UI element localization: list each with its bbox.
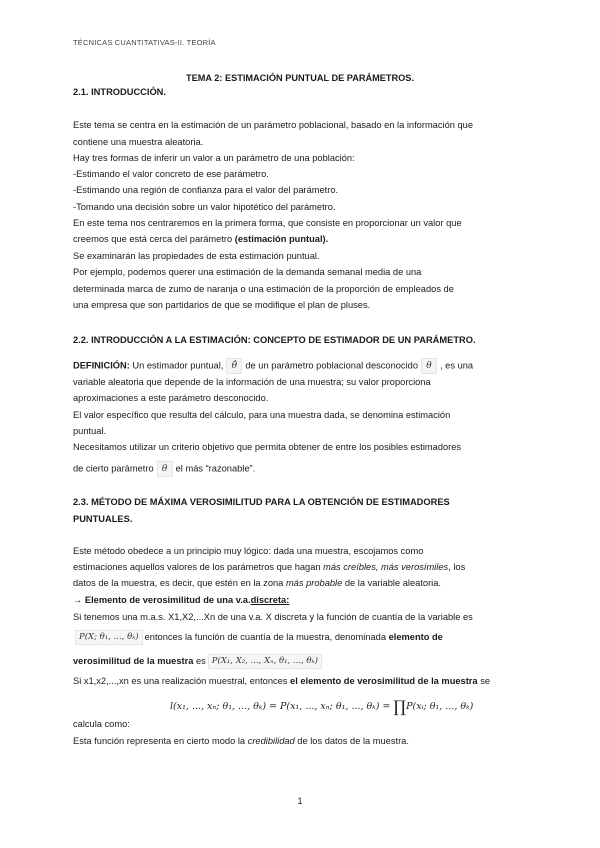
theta-hat-symbol: θ̂ (226, 358, 242, 374)
definition-line (73, 358, 473, 374)
bold-term: Elemento de verosimilitud de una v.a. (84, 595, 251, 605)
paragraph-line: determinada marca de zumo de naranja o una estimación de la proporción de empleados de (73, 284, 454, 294)
section-heading-2-2: 2.2. INTRODUCCIÓN A LA ESTIMACIÓN: CONCEPTO DE ESTIMADOR DE UN PARÁMETRO. (73, 335, 476, 345)
paragraph-line: Hay tres formas de inferir un valor a un parámetro de una población: (73, 153, 355, 163)
text-span: , es una (440, 360, 474, 371)
text-span: de cierto parámetro (73, 463, 154, 474)
likelihood-formula (170, 697, 473, 716)
paragraph-line (73, 577, 441, 590)
italic-term: más creíbles, más verosímiles (323, 562, 449, 572)
bold-term: elemento de (388, 631, 443, 642)
paragraph-line: El valor específico que resulta del cálculo, para una muestra dada, se denomina estimación (73, 410, 451, 420)
paragraph-line: Necesitamos utilizar un criterio objetivo que permita obtener de entre los posibles estimadores (73, 442, 462, 452)
paragraph-line (73, 461, 255, 477)
text-span: creemos que está cerca del parámetro (73, 234, 235, 244)
formula-lhs: l(x₁, ..., xₙ; θ₁, ..., θₖ) = P(x₁, ..., xₙ; θ₁, ..., θₖ) = (170, 701, 394, 712)
chapter-title: TEMA 2: ESTIMACIÓN PUNTUAL DE PARÁMETROS. (186, 73, 414, 83)
math-cuantia-muestra: P(X₁, X₂, ..., Xₙ, θ₁, ..., θₖ) (208, 654, 322, 669)
arrow-icon: → (73, 595, 85, 605)
list-item: -Tomando una decisión sobre un valor hipotético del parámetro. (73, 202, 336, 212)
text-span: de un parámetro poblacional desconocido (245, 360, 418, 371)
running-header: TÉCNICAS CUANTITATIVAS-II. TEORÍA (73, 38, 216, 47)
text-span: se (477, 676, 491, 686)
paragraph-line: puntual. (73, 426, 107, 436)
product-symbol: ∏ (393, 697, 407, 716)
paragraph-line: Este tema se centra en la estimación de un parámetro poblacional, basado en la información que (73, 120, 474, 130)
underlined-term: discreta: (250, 595, 290, 605)
text-span: Si x1,x2,...,xn es una realización muestral, entonces (73, 676, 291, 686)
bold-term: (estimación puntual). (234, 234, 329, 244)
text-span: , los (448, 562, 466, 572)
theta-symbol: θ (157, 461, 173, 477)
paragraph-line (73, 233, 328, 246)
list-item: -Estimando una región de confianza para el valor del parámetro. (73, 185, 339, 195)
paragraph-line (73, 654, 324, 669)
italic-term: credibilidad (247, 736, 295, 746)
text-span: estimaciones aquellos valores de los parámetros que hagan (73, 562, 324, 572)
list-item: -Estimando el valor concreto de ese parámetro. (73, 169, 269, 179)
theta-symbol: θ (421, 358, 437, 374)
paragraph-line (73, 561, 465, 574)
section-heading-2-3-cont: PUNTUALES. (73, 514, 133, 524)
italic-term: más probable (285, 578, 343, 588)
text-span: de los datos de la muestra. (294, 736, 409, 746)
paragraph-line: aproximaciones a este parámetro desconocido. (73, 393, 269, 403)
paragraph-line (73, 735, 409, 748)
section-heading-2-1: 2.1. INTRODUCCIÓN. (73, 87, 166, 97)
bold-term: el elemento de verosimilitud de la muestra (290, 676, 478, 686)
formula-rhs: P(xᵢ; θ₁, ..., θₖ) (406, 701, 474, 712)
text-span: de la variable aleatoria. (342, 578, 441, 588)
paragraph-line: Por ejemplo, podemos querer una estimación de la demanda semanal media de una (73, 267, 422, 277)
paragraph-line: calcula como: (73, 719, 130, 729)
paragraph-line (73, 630, 443, 645)
text-span: entonces la función de cuantía de la muestra, denominada (144, 631, 389, 642)
paragraph-line: Se examinarán las propiedades de esta estimación puntual. (73, 251, 320, 261)
math-cuantia-variable: P(X; θ₁, ..., θₖ) (75, 630, 143, 645)
paragraph-line: variable aleatoria que depende de la información de una muestra; su valor proporciona (73, 377, 431, 387)
paragraph-line: una empresa que son partidarios de que se modifique el plan de pluses. (73, 300, 371, 310)
paragraph-line: Este método obedece a un principio muy lógico: dada una muestra, escojamos como (73, 546, 424, 556)
text-span: datos de la muestra, es decir, que estén en la zona (73, 578, 286, 588)
page-number: 1 (297, 796, 303, 806)
paragraph-line: Si tenemos una m.a.s. X1,X2,...Xn de una v.a. X discreta y la función de cuantía de la variable es (73, 612, 473, 622)
bold-term: verosimilitud de la muestra (73, 655, 194, 666)
definition-label: DEFINICIÓN: (73, 360, 130, 371)
text-span: Un estimador puntual, (129, 360, 224, 371)
paragraph-line: contiene una muestra aleatoria. (73, 137, 204, 147)
subheading-line (73, 594, 289, 607)
text-span: Esta función representa en cierto modo la (73, 736, 248, 746)
paragraph-line (73, 675, 490, 688)
text-span: es (193, 655, 206, 666)
text-span: el más “razonable”. (175, 463, 256, 474)
section-heading-2-3: 2.3. MÉTODO DE MÁXIMA VEROSIMILITUD PARA LA OBTENCIÓN DE ESTIMADORES (73, 497, 450, 507)
paragraph-line: En este tema nos centraremos en la primera forma, que consiste en proporcionar un valor que (73, 218, 462, 228)
